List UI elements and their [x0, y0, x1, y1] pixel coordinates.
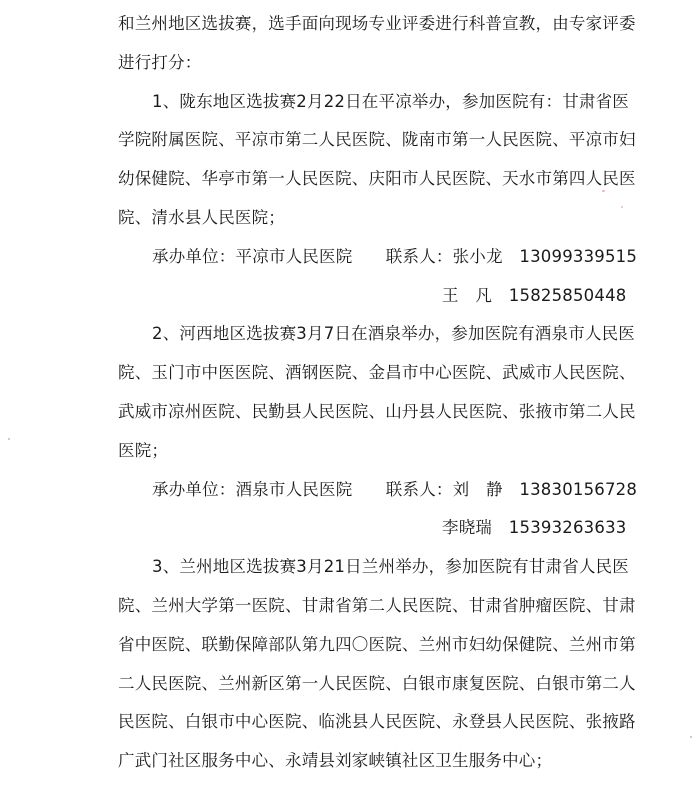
scan-speck: [690, 736, 692, 738]
text-line: 3、兰州地区选拔赛3月21日兰州举办，参加医院有甘肃省人民医: [152, 557, 629, 577]
text-line: 2、河西地区选拔赛3月7日在酒泉举办，参加医院有酒泉市人民医: [152, 324, 635, 344]
text-line: 院、清水县人民医院；: [118, 208, 285, 227]
text-line: 省中医院、联勤保障部队第九四〇医院、兰州市妇幼保健院、兰州市第: [118, 634, 636, 654]
text-line: 承办单位：酒泉市人民医院 联系人：刘 静 13830156728: [152, 479, 638, 499]
scan-speck: [8, 438, 10, 440]
text-line: 承办单位：平凉市人民医院 联系人：张小龙 13099339515: [152, 246, 638, 266]
text-line: 广武门社区服务中心、永靖县刘家峡镇社区卫生服务中心；: [118, 751, 553, 771]
scan-speck: [621, 206, 623, 208]
scan-speck: [602, 190, 605, 192]
text-line: 李晓瑞 15393263633: [442, 518, 627, 538]
text-line: 1、陇东地区选拔赛2月22日在平凉举办，参加医院有：甘肃省医: [152, 91, 629, 111]
text-line: 民医院、白银市中心医院、临洮县人民医院、永登县人民医院、张掖路: [118, 712, 636, 732]
text-line: 和兰州地区选拔赛，选手面向现场专业评委进行科普宣教，由专家评委: [118, 14, 636, 33]
text-line: 二人民医院、兰州新区第一人民医院、白银市康复医院、白银市第二人: [118, 673, 636, 693]
text-line: 学院附属医院、平凉市第二人民医院、陇南市第一人民医院、平凉市妇: [118, 130, 636, 150]
text-line: 院、玉门市中医医院、酒钢医院、金昌市中心医院、武威市人民医院、: [118, 363, 636, 383]
text-line: 幼保健院、华亭市第一人民医院、庆阳市人民医院、天水市第四人民医: [118, 169, 636, 189]
text-line: 武威市凉州医院、民勤县人民医院、山丹县人民医院、张掖市第二人民: [118, 402, 636, 421]
text-line: 王 凡 15825850448: [442, 285, 627, 305]
text-line: 院、兰州大学第一医院、甘肃省第二人民医院、甘肃省肿瘤医院、甘肃: [118, 596, 636, 615]
text-line: 医院；: [118, 440, 169, 460]
text-line: 进行打分：: [118, 52, 202, 72]
